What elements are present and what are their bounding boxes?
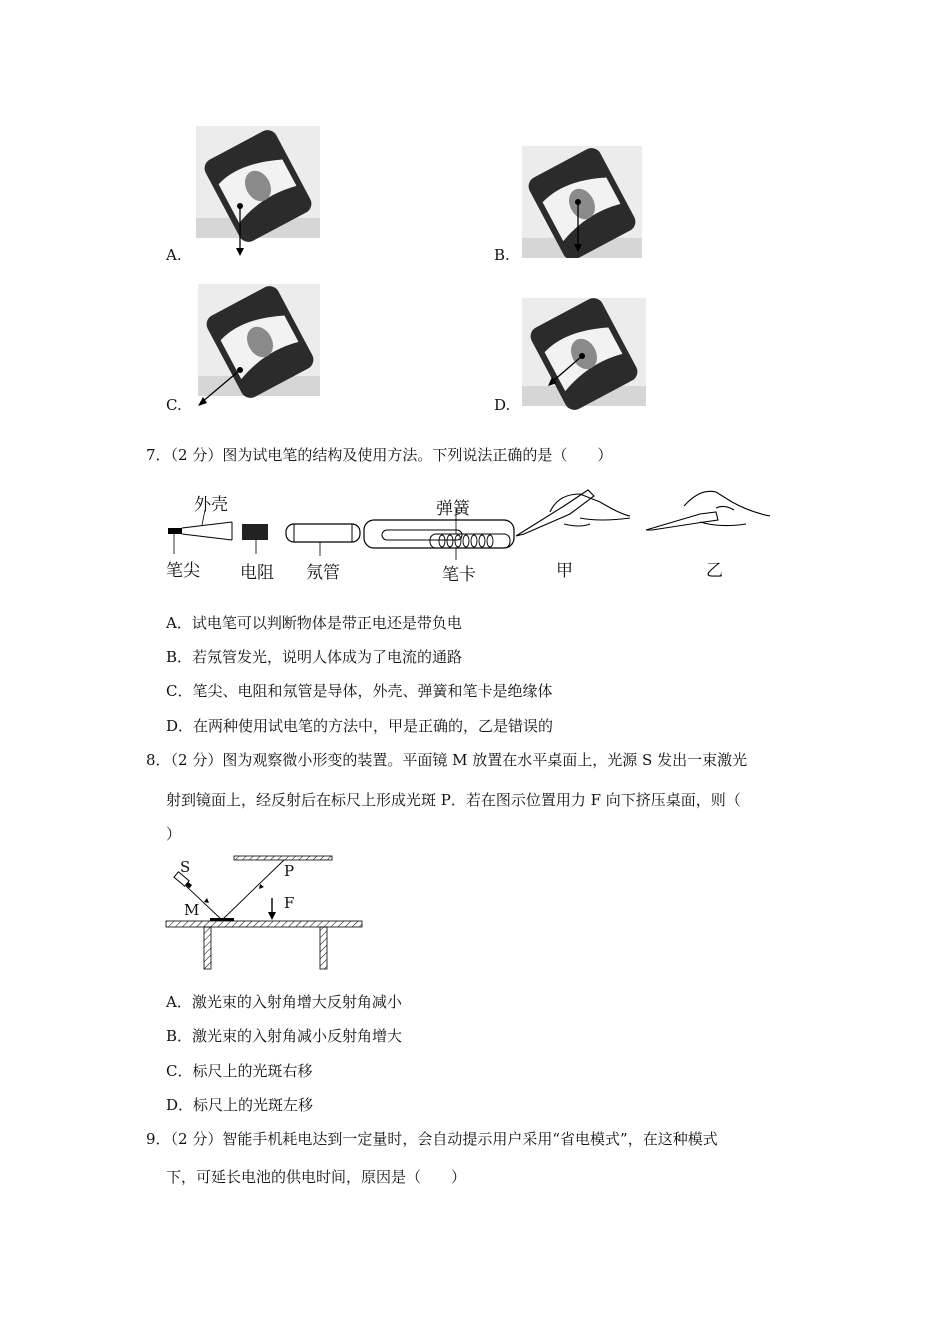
q7-option-c: C．笔尖、电阻和氖管是导体，外壳、弹簧和笔卡是绝缘体 <box>166 682 553 700</box>
label-jia: 甲 <box>556 561 573 581</box>
option-key: D. <box>494 396 511 414</box>
option-key: B. <box>494 246 510 264</box>
can-photo-b <box>522 146 642 258</box>
label-spring: 弹簧 <box>436 499 470 519</box>
option-key: C. <box>166 396 182 414</box>
label-resistor: 电阻 <box>240 563 274 583</box>
q8-option-c: C．标尺上的光斑右移 <box>166 1062 313 1080</box>
can-photo-c <box>194 284 320 410</box>
q8-stem-line3: ） <box>166 825 182 843</box>
q8-stem-line2: 射到镜面上，经反射后在标尺上形成光斑 P．若在图示位置用力 F 向下挤压桌面，则（ <box>166 791 741 809</box>
q8-option-d: D．标尺上的光斑左移 <box>166 1096 314 1114</box>
q7-option-a: A．试电笔可以判断物体是带正电还是带负电 <box>166 614 462 632</box>
can-photo-d <box>522 298 646 410</box>
q8-option-b: B．激光束的入射角减小反射角增大 <box>166 1027 403 1045</box>
label-s: S <box>180 858 191 876</box>
label-tip: 笔尖 <box>166 561 200 581</box>
q7-option-d: D．在两种使用试电笔的方法中，甲是正确的，乙是错误的 <box>166 717 554 735</box>
q8-option-a: A．激光束的入射角增大反射角减小 <box>166 993 402 1011</box>
can-photo-a <box>196 126 320 258</box>
label-p: P <box>284 862 295 880</box>
q7-option-b: B．若氖管发光，说明人体成为了电流的通路 <box>166 648 463 666</box>
label-clip: 笔卡 <box>442 565 476 585</box>
label-shell: 外壳 <box>194 495 228 515</box>
q7-stem: 7．（2 分）图为试电笔的结构及使用方法。下列说法正确的是（ ） <box>146 446 613 464</box>
q9-stem-line2: 下，可延长电池的供电时间，原因是（ ） <box>166 1168 467 1186</box>
option-key: A. <box>166 246 182 264</box>
q9-stem-line1: 9．（2 分）智能手机耗电达到一定量时，会自动提示用户采用“省电模式”，在这种模式 <box>146 1130 718 1148</box>
label-yi: 乙 <box>706 561 723 581</box>
label-neon: 氖管 <box>306 563 340 583</box>
q8-stem-line1: 8．（2 分）图为观察微小形变的装置。平面镜 M 放置在水平桌面上，光源 S 发出一束激光 <box>146 751 748 769</box>
label-m: M <box>184 901 200 919</box>
label-f: F <box>284 894 295 912</box>
